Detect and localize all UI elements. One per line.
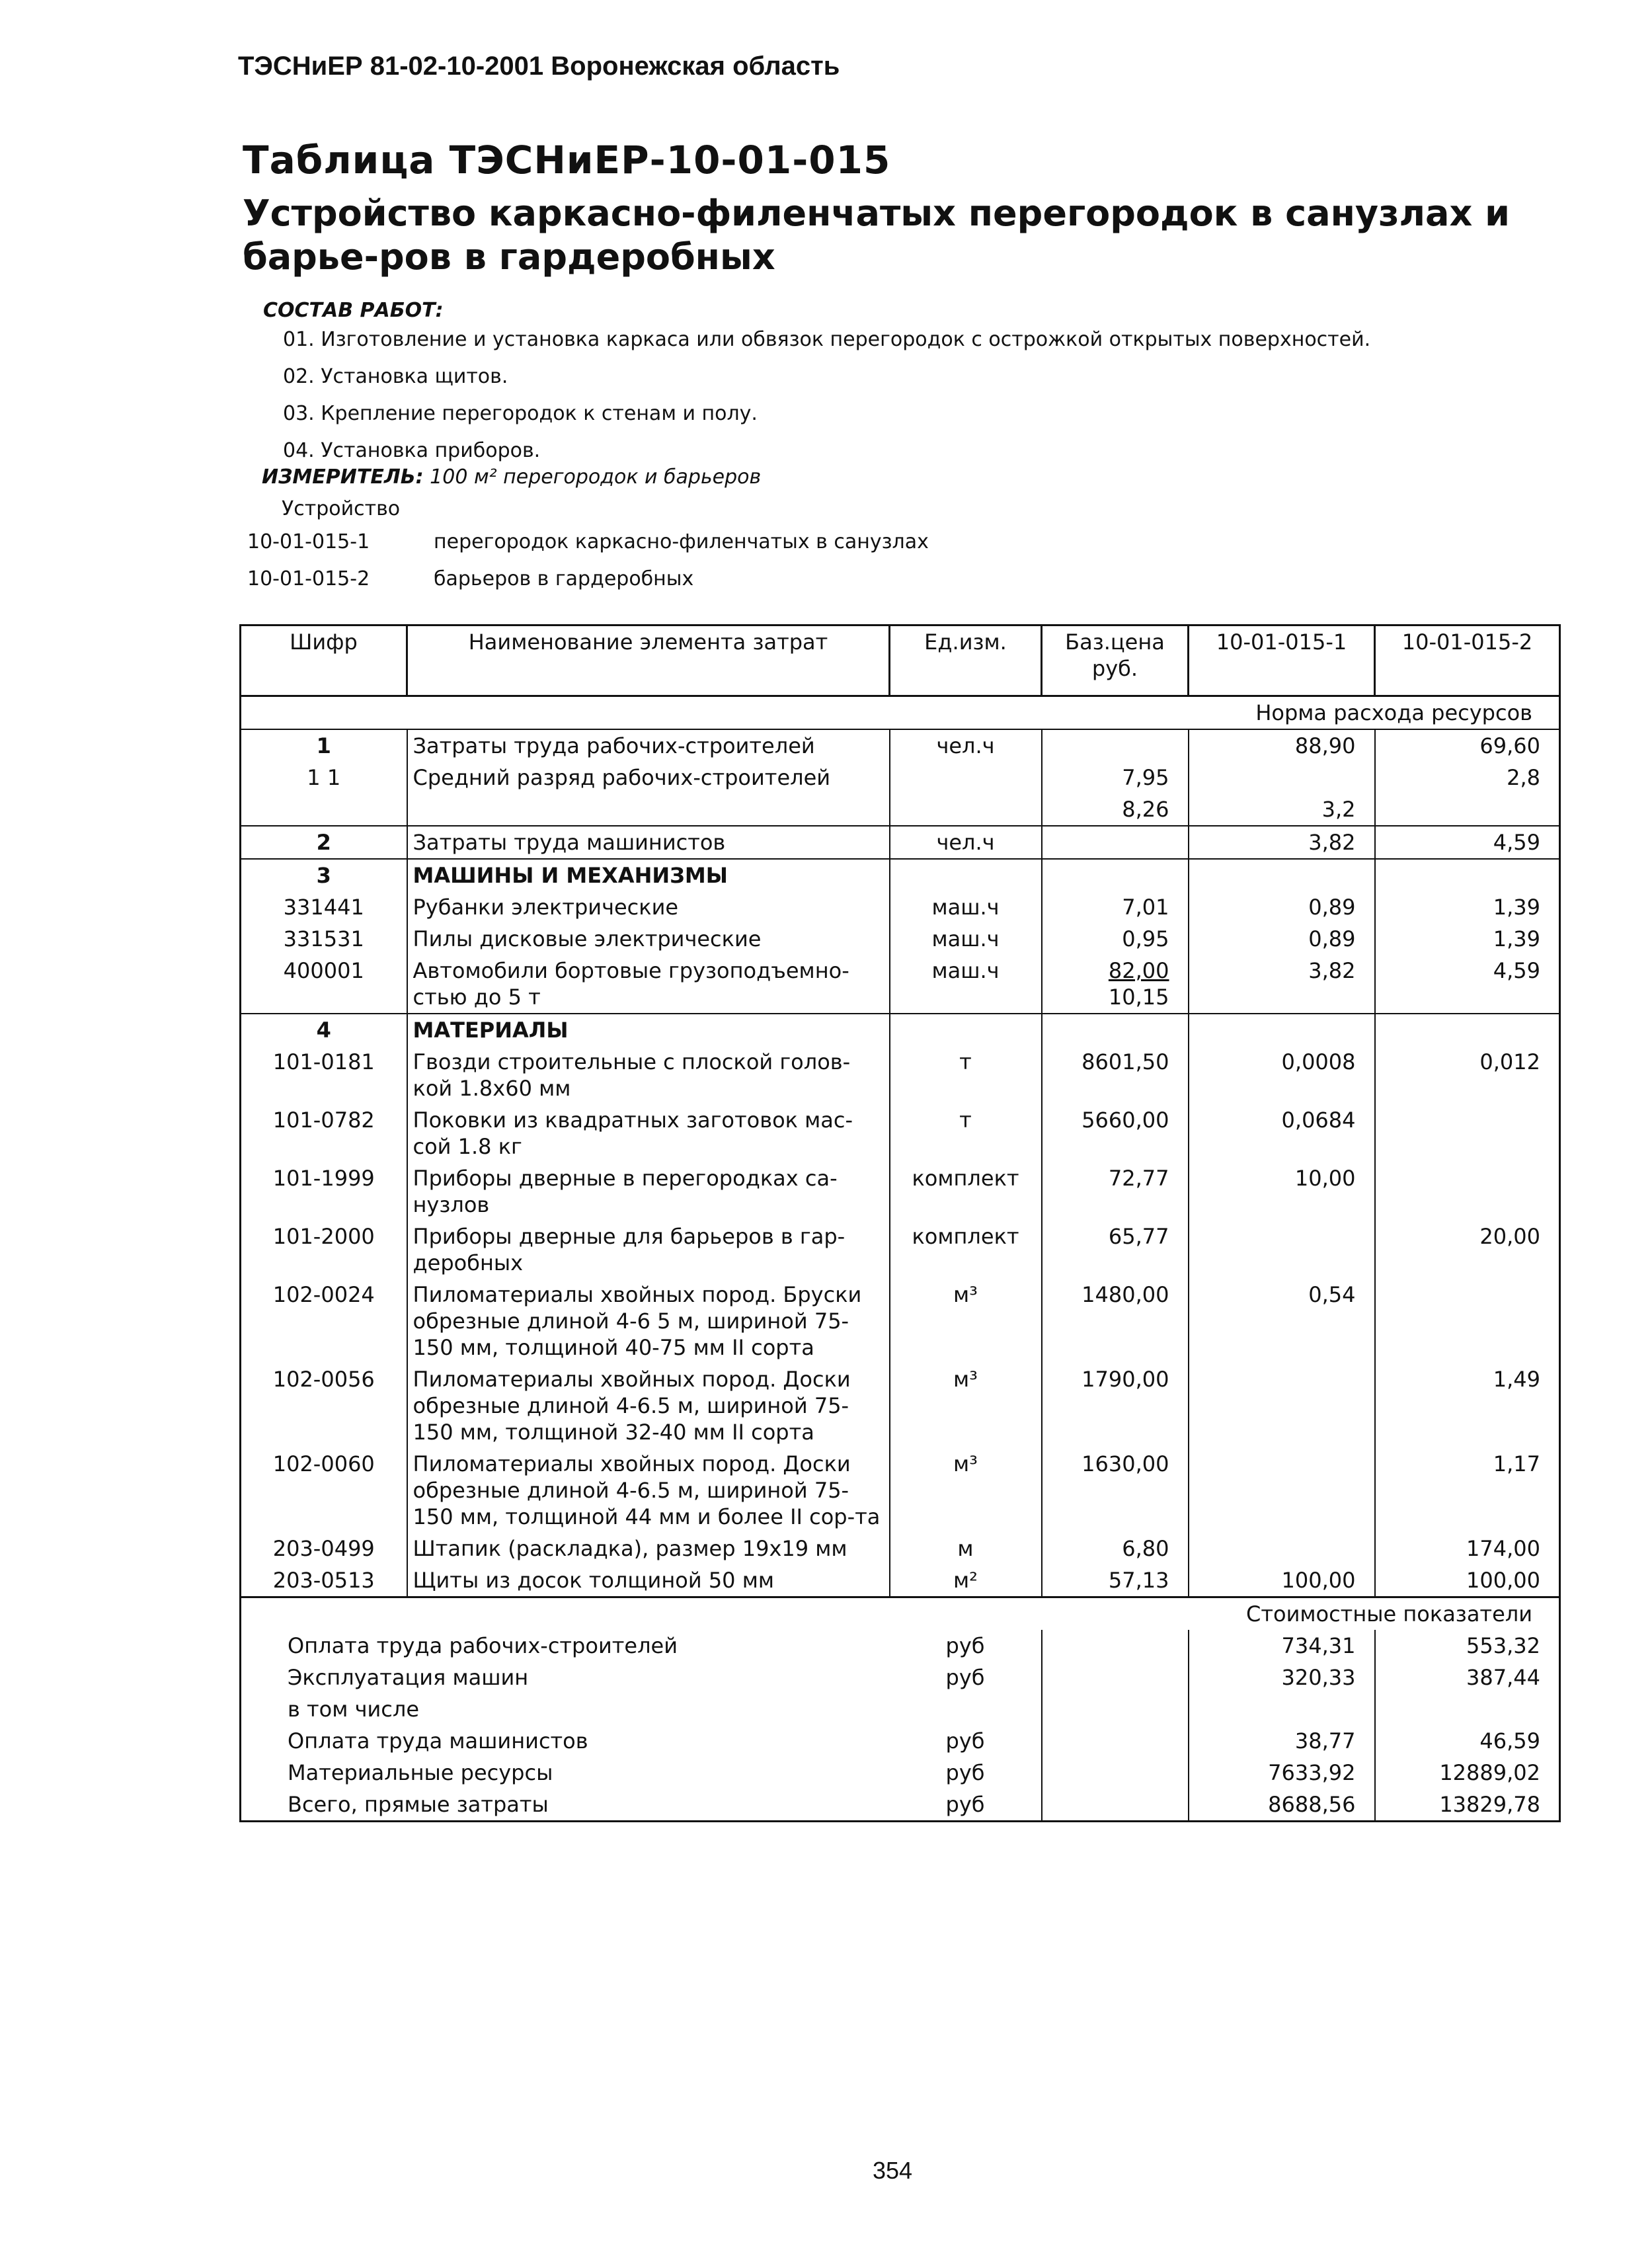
cost-variant-1: 734,31 [1189, 1630, 1375, 1662]
cell-code [241, 793, 407, 826]
cell-variant-1: 3,82 [1189, 955, 1375, 1014]
cost-name: Оплата труда машинистов [288, 1728, 588, 1754]
cell-variant-1: 88,90 [1189, 729, 1375, 762]
cell-variant-1: 0,89 [1189, 923, 1375, 955]
cell-unit: маш.ч [890, 955, 1042, 1014]
cost-variant-2: 46,59 [1375, 1725, 1560, 1757]
cell-price-primary: 82,00 [1108, 958, 1169, 983]
cell-variant-1 [1189, 1448, 1375, 1533]
cell-variant-2: 4,59 [1375, 826, 1560, 859]
cost-variant-2: 13829,78 [1375, 1789, 1560, 1822]
cost-variant-1 [1189, 1693, 1375, 1725]
cost-caption-row [241, 1597, 1560, 1631]
cell-unit: т [890, 1104, 1042, 1162]
cost-row [241, 1662, 1560, 1693]
cell-code: 4 [241, 1014, 407, 1046]
cost-row [241, 1630, 1560, 1662]
cost-name: Оплата труда рабочих-строителей [288, 1633, 678, 1658]
column-header-name: Наименование элемента затрат [407, 625, 890, 696]
cell-unit: м³ [890, 1363, 1042, 1448]
table-row [241, 1221, 1560, 1279]
cell-code: 331441 [241, 891, 407, 923]
cell-price [1042, 1014, 1189, 1046]
table-row [241, 1014, 1560, 1046]
cost-name: в том числе [288, 1697, 419, 1722]
cell-code: 2 [241, 826, 407, 859]
cell-unit: маш.ч [890, 923, 1042, 955]
table-row [241, 1363, 1560, 1448]
cost-price-blank [1042, 1662, 1189, 1693]
table-row [241, 793, 1560, 826]
cell-name: МАТЕРИАЛЫ [407, 1014, 890, 1046]
cell-name: Штапик (раскладка), размер 19х19 мм [407, 1533, 890, 1564]
cost-body [241, 1597, 1560, 1822]
cell-variant-2: 1,17 [1375, 1448, 1560, 1533]
cell-variant-2 [1375, 1104, 1560, 1162]
cell-name: Пиломатериалы хвойных пород. Бруски обрезные длиной 4-6 5 м, шириной 75-150 мм, толщиной 40-75 мм II сорта [407, 1279, 890, 1363]
cost-variant-2 [1375, 1693, 1560, 1725]
cell-variant-1: 10,00 [1189, 1162, 1375, 1221]
cell-name: Средний разряд рабочих-строителей [407, 762, 890, 793]
cell-variant-1: 0,0008 [1189, 1046, 1375, 1104]
cell-unit [890, 762, 1042, 793]
variant-code: 10-01-015-2 [247, 567, 370, 590]
cell-variant-2: 4,59 [1375, 955, 1560, 1014]
cell-unit [890, 1014, 1042, 1046]
cell-unit [890, 859, 1042, 891]
cell-price: 8601,50 [1042, 1046, 1189, 1104]
cell-price [1042, 955, 1189, 1014]
cell-unit: чел.ч [890, 826, 1042, 859]
cell-unit: м³ [890, 1279, 1042, 1363]
cost-name: Материальные ресурсы [288, 1760, 553, 1785]
cell-name: Рубанки электрические [407, 891, 890, 923]
cell-name: Затраты труда рабочих-строителей [407, 729, 890, 762]
cell-price: 1790,00 [1042, 1363, 1189, 1448]
cost-price-blank [1042, 1757, 1189, 1789]
variant-name: перегородок каркасно-филенчатых в санузлах [434, 530, 929, 553]
cell-price: 8,26 [1042, 793, 1189, 826]
cell-code: 102-0024 [241, 1279, 407, 1363]
cost-unit: руб [945, 1665, 985, 1690]
cost-variant-2: 553,32 [1375, 1630, 1560, 1662]
cell-name [407, 793, 890, 826]
table-row [241, 859, 1560, 891]
cell-variant-2: 20,00 [1375, 1221, 1560, 1279]
cell-variant-1: 100,00 [1189, 1564, 1375, 1597]
column-header-code: Шифр [241, 625, 407, 696]
cell-price: 6,80 [1042, 1533, 1189, 1564]
cell-variant-1 [1189, 859, 1375, 891]
cell-price [1042, 859, 1189, 891]
cell-name: МАШИНЫ И МЕХАНИЗМЫ [407, 859, 890, 891]
cell-name: Приборы дверные в перегородках са-нузлов [407, 1162, 890, 1221]
column-header-variant-2: 10-01-015-2 [1375, 625, 1560, 696]
table-row [241, 1448, 1560, 1533]
cell-unit: м [890, 1533, 1042, 1564]
column-header-unit: Ед.изм. [890, 625, 1042, 696]
cell-price: 5660,00 [1042, 1104, 1189, 1162]
cell-price: 1630,00 [1042, 1448, 1189, 1533]
table-row [241, 891, 1560, 923]
cell-price: 65,77 [1042, 1221, 1189, 1279]
table-row [241, 955, 1560, 1014]
cell-name: Приборы дверные для барьеров в гар-деробных [407, 1221, 890, 1279]
cell-price: 72,77 [1042, 1162, 1189, 1221]
cost-price-blank [1042, 1630, 1189, 1662]
variant-code: 10-01-015-1 [247, 530, 370, 553]
cell-price: 0,95 [1042, 923, 1189, 955]
cost-row [241, 1693, 1560, 1725]
cost-unit [890, 1693, 1042, 1725]
cell-price: 7,01 [1042, 891, 1189, 923]
cell-code: 101-0782 [241, 1104, 407, 1162]
table-subtitle: Устройство каркасно-филенчатых перегородок в санузлах и барье-ров в гардеробных [243, 192, 1510, 278]
cell-code: 101-0181 [241, 1046, 407, 1104]
norms-caption: Норма расхода ресурсов [241, 696, 1560, 730]
cell-name: Пиломатериалы хвойных пород. Доски обрезные длиной 4-6.5 м, шириной 75-150 мм, толщиной 32-40 мм II сорта [407, 1363, 890, 1448]
cost-variant-1: 7633,92 [1189, 1757, 1375, 1789]
cell-variant-1: 0,54 [1189, 1279, 1375, 1363]
table-row [241, 1162, 1560, 1221]
cell-name: Пиломатериалы хвойных пород. Доски обрезные длиной 4-6.5 м, шириной 75-150 мм, толщиной 44 мм и более II сор-та [407, 1448, 890, 1533]
cell-variant-2: 174,00 [1375, 1533, 1560, 1564]
cell-unit: м² [890, 1564, 1042, 1597]
cell-variant-2: 2,8 [1375, 762, 1560, 793]
cell-name: Автомобили бортовые грузоподъемно-стью до 5 т [407, 955, 890, 1014]
cell-price: 57,13 [1042, 1564, 1189, 1597]
cell-unit: маш.ч [890, 891, 1042, 923]
device-word: Устройство [282, 497, 401, 520]
cell-variant-2 [1375, 793, 1560, 826]
cell-variant-1 [1189, 1363, 1375, 1448]
table-row [241, 1564, 1560, 1597]
cost-unit: руб [945, 1728, 985, 1754]
cost-unit: руб [945, 1760, 985, 1785]
cost-variant-1: 320,33 [1189, 1662, 1375, 1693]
cost-price-blank [1042, 1725, 1189, 1757]
table-row [241, 923, 1560, 955]
column-header-variant-1: 10-01-015-1 [1189, 625, 1375, 696]
cost-unit: руб [945, 1792, 985, 1817]
table-body [241, 696, 1560, 1597]
cell-variant-1: 0,0684 [1189, 1104, 1375, 1162]
cell-unit [890, 793, 1042, 826]
table-row [241, 1279, 1560, 1363]
cost-price-blank [1042, 1789, 1189, 1822]
cost-row [241, 1757, 1560, 1789]
cell-variant-1 [1189, 1014, 1375, 1046]
cost-variant-1: 8688,56 [1189, 1789, 1375, 1822]
cell-code: 1 1 [241, 762, 407, 793]
table-row [241, 1046, 1560, 1104]
cost-row [241, 1725, 1560, 1757]
work-item: 01. Изготовление и установка каркаса или обвязок перегородок с острожкой открытых поверхностей. [283, 328, 1371, 351]
work-composition-heading: СОСТАВ РАБОТ: [263, 299, 444, 322]
document-header: ТЭСНиЕР 81-02-10-2001 Воронежская область [238, 52, 840, 81]
cell-variant-1: 0,89 [1189, 891, 1375, 923]
column-header-price: Баз.цена руб. [1042, 625, 1189, 696]
cell-variant-2 [1375, 859, 1560, 891]
cell-code: 101-1999 [241, 1162, 407, 1221]
cell-code: 102-0056 [241, 1363, 407, 1448]
cell-variant-2: 1,49 [1375, 1363, 1560, 1448]
cell-code: 3 [241, 859, 407, 891]
table-row [241, 1533, 1560, 1564]
cell-variant-2: 1,39 [1375, 891, 1560, 923]
cell-variant-2 [1375, 1279, 1560, 1363]
cost-unit: руб [945, 1633, 985, 1658]
work-item: 02. Установка щитов. [283, 365, 508, 388]
variant-name: барьеров в гардеробных [434, 567, 694, 590]
cell-variant-1: 3,82 [1189, 826, 1375, 859]
cell-price: 7,95 [1042, 762, 1189, 793]
cell-code: 400001 [241, 955, 407, 1014]
cell-code: 101-2000 [241, 1221, 407, 1279]
cell-variant-2: 69,60 [1375, 729, 1560, 762]
cell-name: Пилы дисковые электрические [407, 923, 890, 955]
cell-variant-1 [1189, 1533, 1375, 1564]
table-title: Таблица ТЭСНиЕР-10-01-015 [243, 138, 891, 182]
cell-code: 102-0060 [241, 1448, 407, 1533]
cost-name: Всего, прямые затраты [288, 1792, 549, 1817]
cost-name: Эксплуатация машин [288, 1665, 529, 1690]
cell-name: Щиты из досок толщиной 50 мм [407, 1564, 890, 1597]
table-row [241, 729, 1560, 762]
cost-variant-1: 38,77 [1189, 1725, 1375, 1757]
page-number: 354 [873, 2157, 913, 2184]
cell-name: Поковки из квадратных заготовок мас-сой 1.8 кг [407, 1104, 890, 1162]
cell-unit: чел.ч [890, 729, 1042, 762]
meter-line [262, 465, 761, 489]
resource-norms-table [239, 624, 1561, 1822]
cell-unit: м³ [890, 1448, 1042, 1533]
cost-price-blank [1042, 1693, 1189, 1725]
cell-variant-2: 100,00 [1375, 1564, 1560, 1597]
meter-label: ИЗМЕРИТЕЛЬ: [262, 465, 424, 489]
cell-price [1042, 826, 1189, 859]
cell-code: 1 [241, 729, 407, 762]
cell-variant-2 [1375, 1162, 1560, 1221]
work-item: 04. Установка приборов. [283, 439, 541, 462]
cell-variant-2 [1375, 1014, 1560, 1046]
cell-unit: т [890, 1046, 1042, 1104]
cell-name: Затраты труда машинистов [407, 826, 890, 859]
cell-code: 203-0499 [241, 1533, 407, 1564]
work-composition-list [283, 324, 1370, 472]
cell-code: 203-0513 [241, 1564, 407, 1597]
cell-unit: комплект [890, 1221, 1042, 1279]
cell-variant-1 [1189, 762, 1375, 793]
cost-row [241, 1789, 1560, 1822]
table-header-row [241, 625, 1560, 696]
cell-price-secondary: 10,15 [1108, 985, 1169, 1010]
table-row [241, 762, 1560, 793]
cell-variant-2: 0,012 [1375, 1046, 1560, 1104]
cell-variant-2: 1,39 [1375, 923, 1560, 955]
norms-caption-row [241, 696, 1560, 730]
cell-name: Гвозди строительные с плоской голов-кой 1.8х60 мм [407, 1046, 890, 1104]
cost-variant-2: 12889,02 [1375, 1757, 1560, 1789]
cell-price: 1480,00 [1042, 1279, 1189, 1363]
cell-variant-1: 3,2 [1189, 793, 1375, 826]
cell-variant-1 [1189, 1221, 1375, 1279]
meter-value: 100 м² перегородок и барьеров [430, 465, 762, 489]
cell-price [1042, 729, 1189, 762]
cell-unit: комплект [890, 1162, 1042, 1221]
cost-caption: Стоимостные показатели [241, 1597, 1560, 1631]
work-item: 03. Крепление перегородок к стенам и полу. [283, 402, 758, 425]
cell-code: 331531 [241, 923, 407, 955]
table-row [241, 826, 1560, 859]
table-row [241, 1104, 1560, 1162]
cost-variant-2: 387,44 [1375, 1662, 1560, 1693]
